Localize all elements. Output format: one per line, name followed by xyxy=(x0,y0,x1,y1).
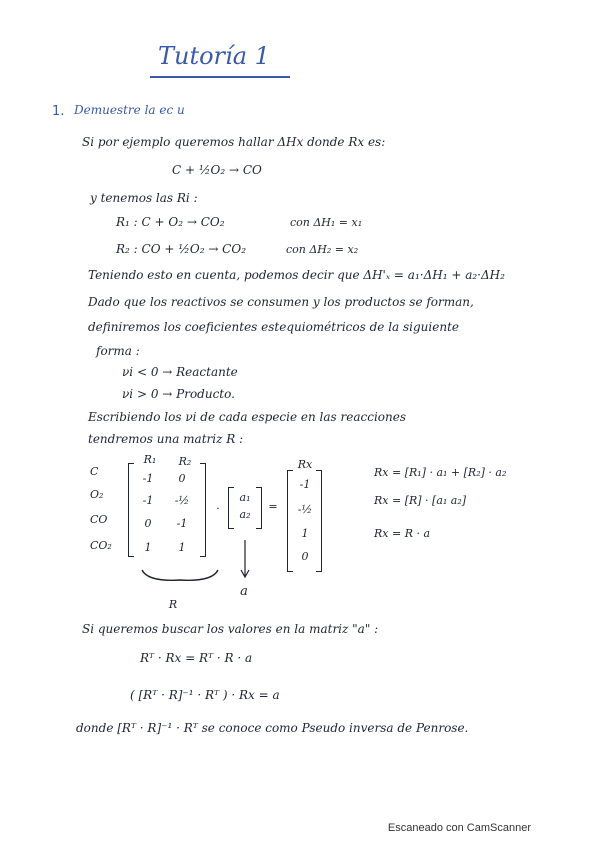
reaction-r2: R₂ : CO + ½O₂ → CO₂ xyxy=(116,242,247,256)
vector-rx-entry: -1 xyxy=(299,478,311,491)
matrix-cell: -½ xyxy=(174,494,190,507)
equation-rx-matrix: Rx = [R] · [a₁ a₂] xyxy=(374,494,467,507)
equation-pseudo-inverse: ( [Rᵀ · R]⁻¹ · Rᵀ ) · Rx = a xyxy=(130,688,280,702)
equation-normal: Rᵀ · Rx = Rᵀ · R · a xyxy=(140,651,253,665)
page-title: Tutoría 1 xyxy=(158,42,270,70)
matrix-cell: 0 xyxy=(144,517,152,530)
vector-rx-entry: -½ xyxy=(297,503,313,516)
col-label-r1: R₁ xyxy=(143,453,157,466)
vector-rx-entry: 1 xyxy=(301,527,309,540)
row-label-co2: CO₂ xyxy=(90,539,112,552)
reaction-r1: R₁ : C + O₂ → CO₂ xyxy=(116,215,225,229)
col-label-r2: R₂ xyxy=(178,455,192,468)
multiply-dot: · xyxy=(216,502,220,515)
line-hess-statement: Teniendo esto en cuenta, podemos decir que ΔH'ₓ = a₁·ΔH₁ + a₂·ΔH₂ xyxy=(88,268,505,282)
line-forma: forma : xyxy=(96,344,140,358)
line-intro: Si por ejemplo queremos hallar ΔHx donde Rx es: xyxy=(82,135,386,149)
title-underline xyxy=(150,76,290,78)
vector-rx-entry: 0 xyxy=(301,550,309,563)
line-reactions-intro: y tenemos las Ri : xyxy=(90,191,198,205)
row-label-co: CO xyxy=(90,513,108,526)
matrix-cell: 0 xyxy=(178,472,186,485)
line-producto: νi > 0 → Producto. xyxy=(122,387,235,401)
matrix-r-underbrace xyxy=(140,568,220,588)
vector-a-entry: a₁ xyxy=(239,491,251,504)
equation-rx-product: Rx = R · a xyxy=(374,527,431,540)
reaction-r2-enthalpy: con ΔH₂ = x₂ xyxy=(286,243,359,256)
matrix-r-brace-label: R xyxy=(168,598,178,611)
matrix-cell: 1 xyxy=(144,541,152,554)
line-escribiendo: Escribiendo los νi de cada especie en las reacciones xyxy=(88,410,406,424)
equation-rx-sum: Rx = [R₁] · a₁ + [R₂] · a₂ xyxy=(374,466,507,479)
line-reactante: νi < 0 → Reactante xyxy=(122,365,238,379)
line-si-queremos: Si queremos buscar los valores en la matriz "a" : xyxy=(82,622,379,636)
matrix-cell: 1 xyxy=(178,541,186,554)
line-definiremos: definiremos los coeficientes estequiométricos de la siguiente xyxy=(88,320,459,334)
question-number: 1. xyxy=(52,104,65,119)
vector-a-entry: a₂ xyxy=(239,508,251,521)
reaction-r1-enthalpy: con ΔH₁ = x₁ xyxy=(290,216,363,229)
equals-sign: = xyxy=(268,500,278,513)
scanner-watermark: Escaneado con CamScanner xyxy=(387,822,531,834)
matrix-cell: -1 xyxy=(142,472,154,485)
row-label-o2: O₂ xyxy=(90,488,104,501)
vector-a-label: a xyxy=(240,584,248,599)
down-arrow-icon xyxy=(239,540,251,580)
vector-rx-header: Rx xyxy=(297,458,313,471)
line-donde-penrose: donde [Rᵀ · R]⁻¹ · Rᵀ se conoce como Pseudo inversa de Penrose. xyxy=(76,721,469,735)
matrix-cell: -1 xyxy=(176,517,188,530)
matrix-cell: -1 xyxy=(142,494,154,507)
question-text: Demuestre la ec u xyxy=(74,103,185,117)
line-dado-que: Dado que los reactivos se consumen y los productos se forman, xyxy=(88,295,474,309)
target-reaction: C + ½O₂ → CO xyxy=(172,163,262,177)
row-label-c: C xyxy=(90,465,99,478)
line-tendremos: tendremos una matriz R : xyxy=(88,432,244,446)
